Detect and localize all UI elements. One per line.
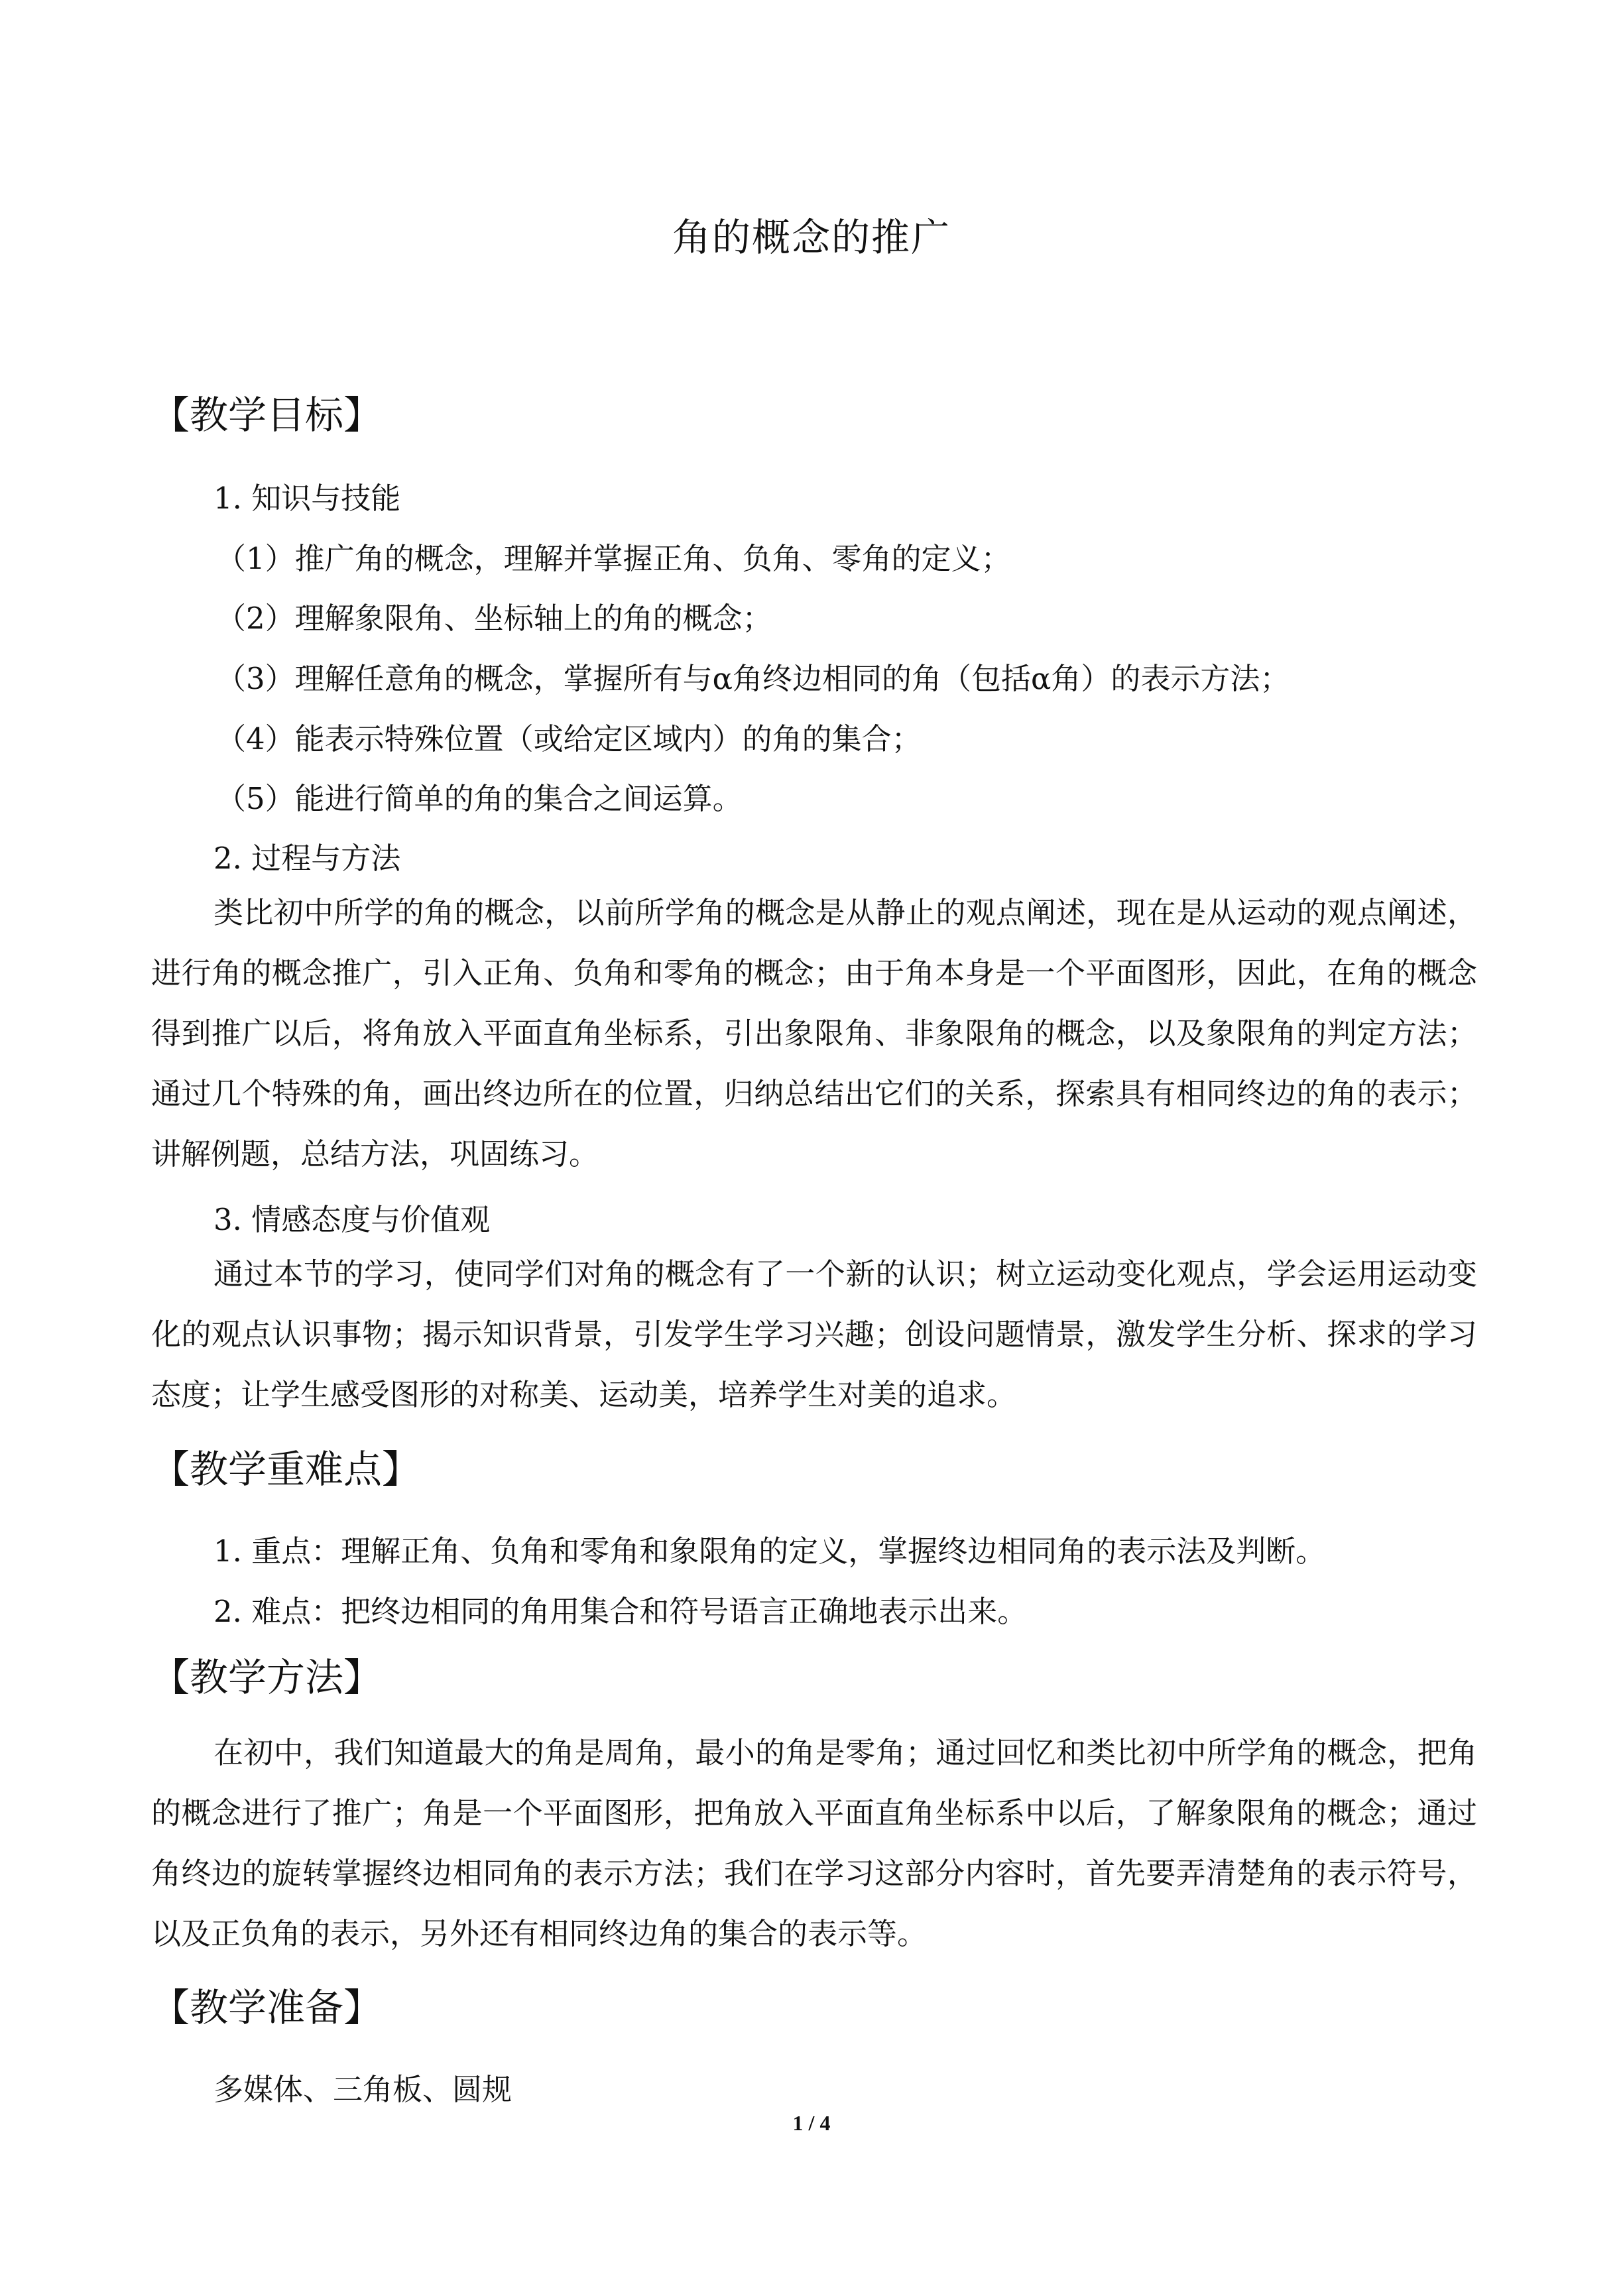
objective-item-2: （2）理解象限角、坐标轴上的角的概念；: [216, 601, 772, 636]
section-heading-preparation: 【教学准备】: [151, 1985, 383, 2030]
subheading-process-methods: 2. 过程与方法: [213, 841, 401, 876]
page-number: 1 / 4: [792, 2111, 831, 2135]
preparation-text: 多媒体、三角板、圆规: [213, 2072, 512, 2107]
paragraph-process-methods: 类比初中所学的角的概念，以前所学角的概念是从静止的观点阐述，现在是从运动的观点阐述，进行角的概念推广，引入正角、负角和零角的概念；由于角本身是一个平面图形，因此，在角的概念得到推广以后，将角放入平面直角坐标系，引出象限角、非象限角的概念，以及象限角的判定方法；通过几个特殊的角，画出终边所在的位置，归纳总结出它们的关系，探索具有相同终边的角的表示；讲解例题，总结方法，巩固练习。: [151, 895, 1477, 1172]
section-heading-methods: 【教学方法】: [151, 1655, 383, 1700]
document-title: 角的概念的推广: [672, 215, 951, 260]
objective-item-3: （3）理解任意角的概念，掌握所有与α角终边相同的角（包括α角）的表示方法；: [216, 661, 1290, 696]
section-heading-keypoints: 【教学重难点】: [151, 1447, 421, 1492]
objective-item-5: （5）能进行简单的角的集合之间运算。: [216, 781, 743, 816]
paragraph-methods: 在初中，我们知道最大的角是周角，最小的角是零角；通过回忆和类比初中所学角的概念，把角的概念进行了推广；角是一个平面图形，把角放入平面直角坐标系中以后，了解象限角的概念；通过角终边的旋转掌握终边相同角的表示方法；我们在学习这部分内容时，首先要弄清楚角的表示符号，以及正负角的表示，另外还有相同终边角的集合的表示等。: [151, 1735, 1477, 1951]
subheading-attitude-values: 3. 情感态度与价值观: [213, 1202, 491, 1237]
subheading-knowledge-skills: 1. 知识与技能: [213, 481, 401, 516]
section-heading-objectives: 【教学目标】: [151, 393, 383, 438]
keypoint-item-2: 2. 难点：把终边相同的角用集合和符号语言正确地表示出来。: [213, 1594, 1028, 1629]
objective-item-1: （1）推广角的概念，理解并掌握正角、负角、零角的定义；: [216, 541, 1011, 576]
objective-item-4: （4）能表示特殊位置（或给定区域内）的角的集合；: [216, 721, 922, 756]
paragraph-attitude-values: 通过本节的学习，使同学们对角的概念有了一个新的认识；树立运动变化观点，学会运用运动变化的观点认识事物；揭示知识背景，引发学生学习兴趣；创设问题情景，激发学生分析、探求的学习态度；让学生感受图形的对称美、运动美，培养学生对美的追求。: [151, 1256, 1477, 1412]
keypoint-item-1: 1. 重点：理解正角、负角和零角和象限角的定义，掌握终边相同角的表示法及判断。: [213, 1534, 1326, 1569]
